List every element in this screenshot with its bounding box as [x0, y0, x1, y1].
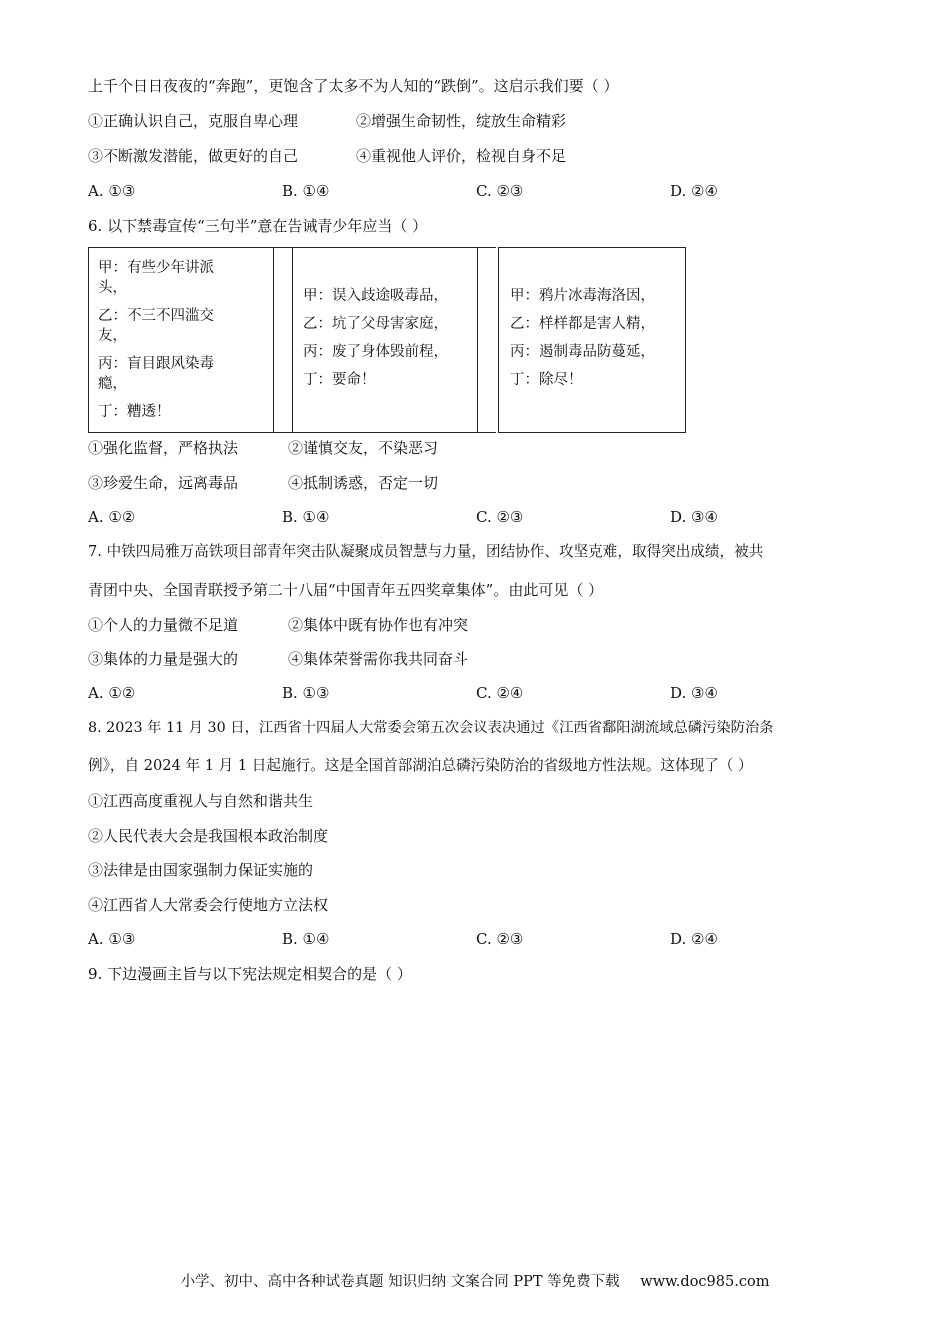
- panel-1: [88, 247, 274, 433]
- q7-option-a: A. ①②: [88, 684, 136, 702]
- q5-statement-1: ①正确认识自己，克服自卑心理: [88, 112, 299, 130]
- panel-2-line: 丁：要命！: [303, 372, 376, 388]
- q9-stem: 9. 下边漫画主旨与以下宪法规定相契合的是（ ）: [88, 965, 412, 983]
- q8-statement-2: ②人民代表大会是我国根本政治制度: [88, 827, 329, 845]
- q7-option-d: D. ③④: [670, 684, 718, 702]
- q6-statement-1: ①强化监督，严格执法: [88, 439, 239, 457]
- panel-1-line: 乙：不三不四滥交: [98, 308, 214, 324]
- q6-stem: 6. 以下禁毒宣传“三句半”意在告诫青少年应当（ ）: [88, 217, 428, 235]
- panel-1-line: 头，: [98, 280, 127, 296]
- q6-statement-3: ③珍爱生命，远离毒品: [88, 474, 239, 492]
- q8-stem-line-2: 例》，自 2024 年 1 月 1 日起施行。这是全国首部湖泊总磷污染防治的省级地方性法规。这体现了（ ）: [88, 757, 753, 774]
- panel-2-line: 丙：废了身体毁前程，: [303, 344, 448, 360]
- q8-stem-line-1: 8. 2023 年 11 月 30 日，江西省十四届人大常委会第五次会议表决通过《江西省鄱阳湖流域总磷污染防治条: [88, 720, 774, 736]
- q8-option-b: B. ①④: [282, 930, 330, 948]
- panel-3-line: 乙：样样都是害人精，: [510, 316, 655, 332]
- panel-3: [498, 247, 686, 433]
- q6-option-c: C. ②③: [476, 508, 524, 526]
- q6-option-d: D. ③④: [670, 508, 718, 526]
- q6-statement-2: ②谨慎交友，不染恶习: [288, 439, 439, 457]
- footer-url[interactable]: www.doc985.com: [640, 1274, 770, 1290]
- panel-1-line: 甲：有些少年讲派: [98, 260, 214, 276]
- panel-separator: [274, 247, 292, 433]
- page-footer: [0, 1270, 950, 1291]
- q6-option-b: B. ①④: [282, 508, 330, 526]
- q6-option-a: A. ①②: [88, 508, 136, 526]
- q7-option-b: B. ①③: [282, 684, 330, 702]
- q8-option-d: D. ②④: [670, 930, 718, 948]
- panel-2-line: 甲：误入歧途吸毒品，: [303, 288, 448, 304]
- q7-option-c: C. ②④: [476, 684, 524, 702]
- q7-statement-2: ②集体中既有协作也有冲突: [288, 616, 469, 634]
- q5-statement-2: ②增强生命韧性，绽放生命精彩: [356, 112, 567, 130]
- q5-stem: 上千个日日夜夜的“奔跑”，更饱含了太多不为人知的“跌倒”。这启示我们要（ ）: [88, 77, 619, 95]
- q8-option-c: C. ②③: [476, 930, 524, 948]
- q5-option-b: B. ①④: [282, 182, 330, 200]
- panel-3-line: 甲：鸦片冰毒海洛因，: [510, 288, 655, 304]
- panel-separator: [478, 247, 496, 433]
- panel-1-line: 瘾，: [98, 376, 127, 392]
- panel-1-line: 丁：糟透！: [98, 404, 171, 420]
- q5-option-a: A. ①③: [88, 182, 136, 200]
- q5-statement-4: ④重视他人评价，检视自身不足: [356, 147, 567, 165]
- q5-statement-3: ③不断激发潜能，做更好的自己: [88, 147, 299, 165]
- q7-statement-4: ④集体荣誉需你我共同奋斗: [288, 650, 469, 668]
- panel-3-line: 丙：遏制毒品防蔓延，: [510, 344, 655, 360]
- q6-statement-4: ④抵制诱惑，否定一切: [288, 474, 439, 492]
- panel-2-line: 乙：坑了父母害家庭，: [303, 316, 448, 332]
- panel-2: [292, 247, 478, 433]
- q5-option-d: D. ②④: [670, 182, 718, 200]
- q7-statement-1: ①个人的力量微不足道: [88, 616, 239, 634]
- q5-option-c: C. ②③: [476, 182, 524, 200]
- q7-statement-3: ③集体的力量是强大的: [88, 650, 239, 668]
- panel-3-line: 丁：除尽！: [510, 372, 583, 388]
- panel-1-line: 友，: [98, 328, 127, 344]
- q8-statement-3: ③法律是由国家强制力保证实施的: [88, 861, 314, 879]
- panel-1-line: 丙：盲目跟风染毒: [98, 356, 214, 372]
- q8-statement-1: ①江西高度重视人与自然和谐共生: [88, 792, 314, 810]
- q8-option-a: A. ①③: [88, 930, 136, 948]
- san-ju-ban-panels: [88, 247, 687, 433]
- q7-stem-line-2: 青团中央、全国青联授予第二十八届“中国青年五四奖章集体”。由此可见（ ）: [88, 581, 604, 599]
- footer-text: 小学、初中、高中各种试卷真题 知识归纳 文案合同 PPT 等免费下载: [180, 1274, 620, 1290]
- q8-statement-4: ④江西省人大常委会行使地方立法权: [88, 896, 329, 914]
- q7-stem-line-1: 7. 中铁四局雅万高铁项目部青年突击队凝聚成员智慧与力量，团结协作、攻坚克难，取得突出成绩，被共: [88, 543, 764, 560]
